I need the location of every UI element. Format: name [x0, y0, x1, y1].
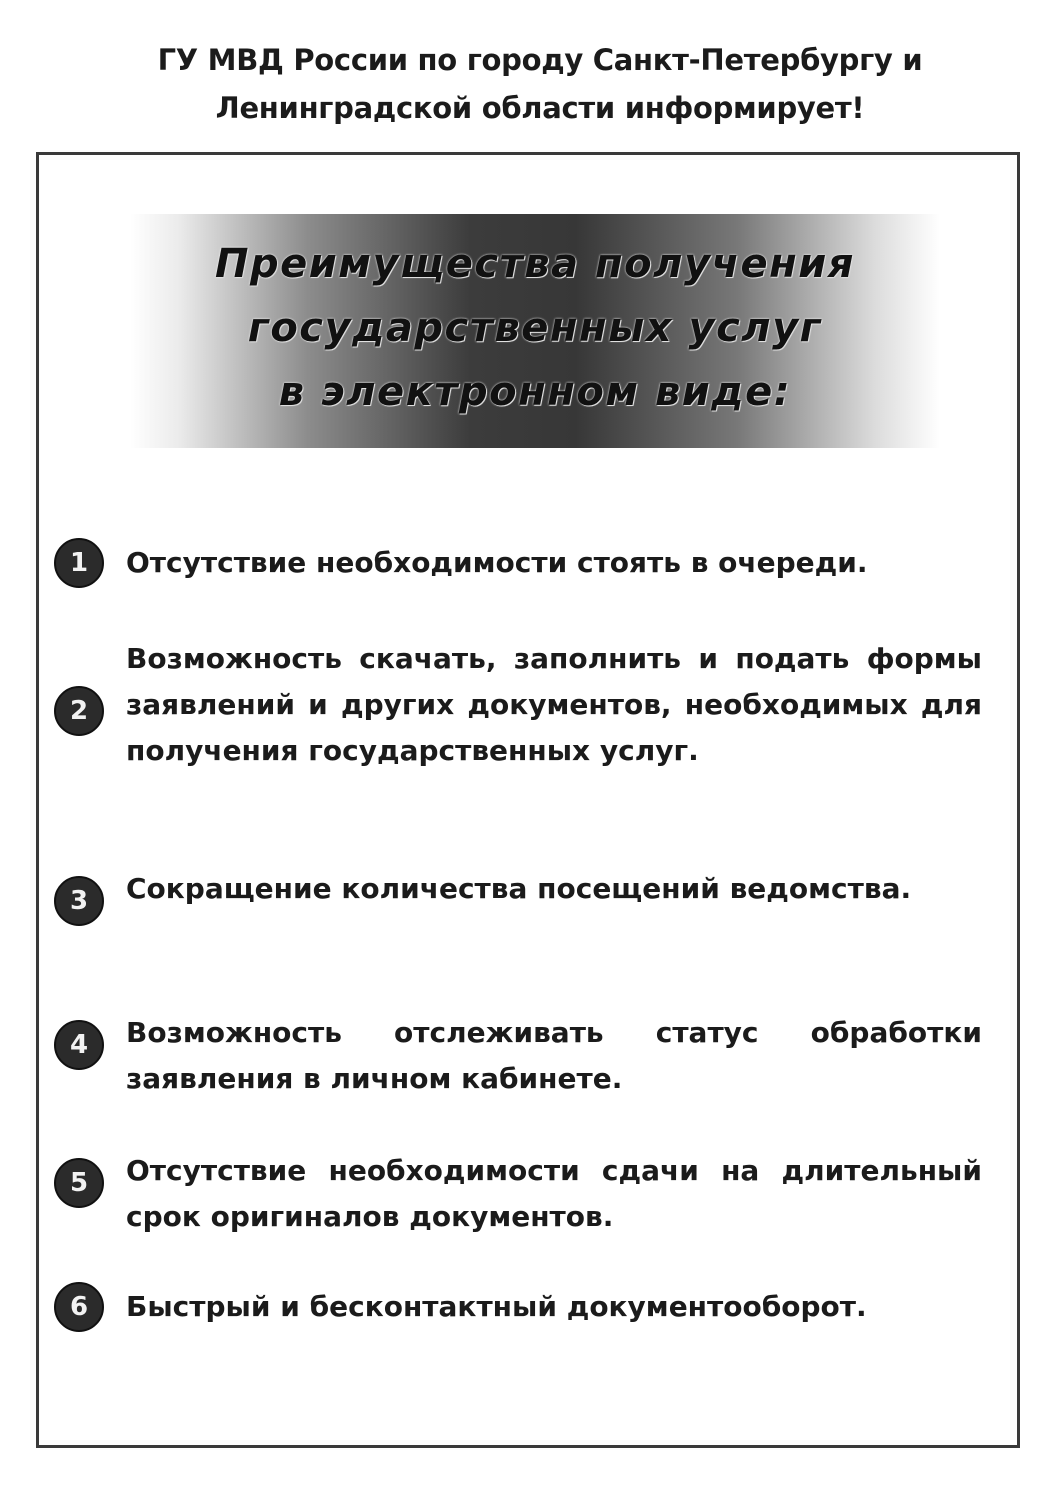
number-badge-5: 5	[54, 1158, 104, 1208]
benefit-item-6	[54, 1282, 984, 1338]
banner-line-3: в электронном виде:	[278, 369, 792, 415]
header-line-2: Ленинградской области информирует!	[215, 91, 865, 125]
number-badge-6: 6	[54, 1282, 104, 1332]
number-badge-1: 1	[54, 538, 104, 588]
notice-header	[60, 36, 1020, 132]
number-badge-4: 4	[54, 1020, 104, 1070]
banner-title	[130, 232, 940, 424]
benefit-text-6: Быстрый и бесконтактный документооборот.	[126, 1290, 867, 1323]
header-line-1: ГУ МВД России по городу Санкт-Петербургу и	[157, 43, 923, 77]
banner-line-1: Преимущества получения	[215, 241, 855, 287]
benefit-item-3	[54, 866, 984, 966]
benefit-text-4: Возможность отслеживать статус обработки заявления в личном кабинете.	[126, 1016, 982, 1095]
number-badge-2: 2	[54, 686, 104, 736]
benefit-item-4	[54, 1010, 984, 1110]
benefit-item-2	[54, 636, 984, 826]
benefit-item-1	[54, 536, 984, 592]
banner-line-2: государственных услуг	[247, 305, 823, 351]
benefit-text-1: Отсутствие необходимости стоять в очереди.	[126, 546, 868, 579]
benefit-item-5	[54, 1148, 984, 1248]
benefit-text-2: Возможность скачать, заполнить и подать формы заявлений и других документов, необходимых для получения государственных услуг.	[126, 642, 982, 767]
number-badge-3: 3	[54, 876, 104, 926]
benefit-text-3: Сокращение количества посещений ведомства.	[126, 872, 912, 905]
benefit-text-5: Отсутствие необходимости сдачи на длительный срок оригиналов документов.	[126, 1154, 982, 1233]
